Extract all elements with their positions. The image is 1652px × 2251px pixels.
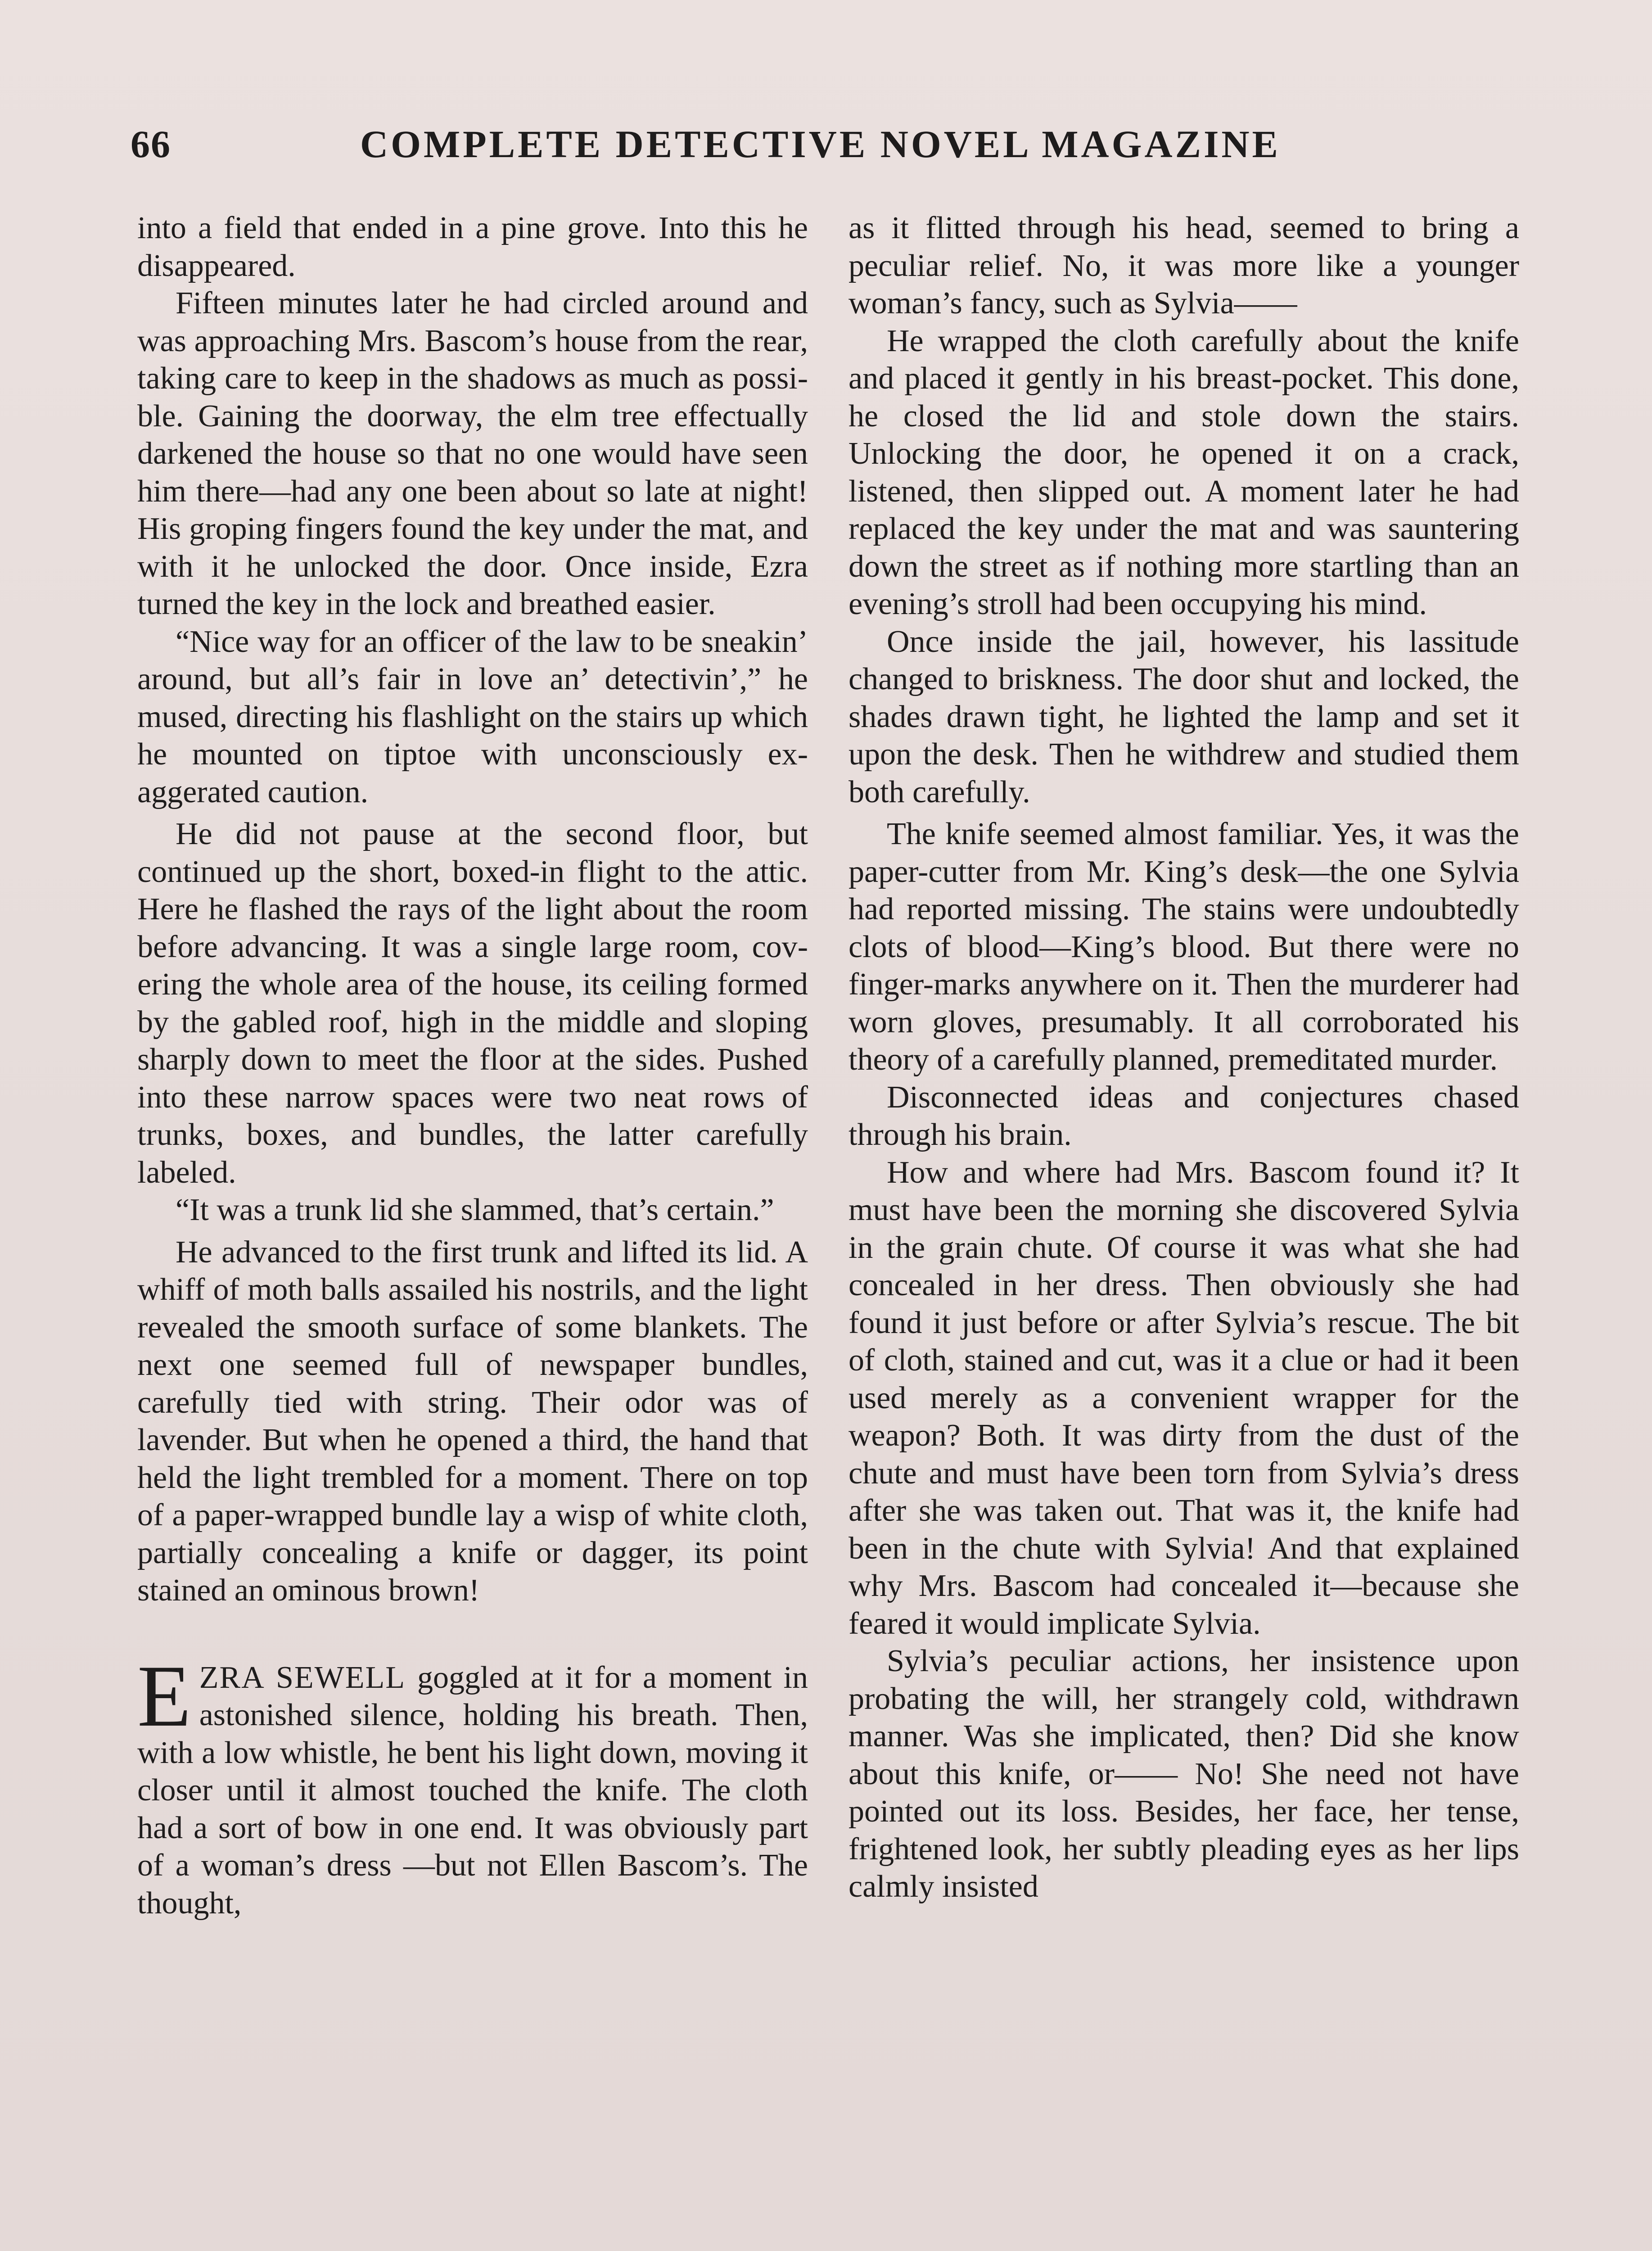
right-column [849, 209, 1519, 1906]
paragraph: Fifteen minutes later he had circled around and was approaching Mrs. Bascom’s house from the rear, taking care to keep in the shadows as much as possible. Gaining the doorway, the elm tree effectually darkened the house so that no one would have seen him there—had any one been about so late at night! His groping fingers found the key under the mat, and with it he unlocked the door. Once inside, Ezra turned the key in the lock and breathed easier. [137, 286, 808, 621]
section-opening-paragraph [137, 1647, 808, 1922]
paragraph: The knife seemed almost familiar. Yes, it was the paper-cutter from Mr. King’s desk—the one Sylvia had reported missing. The stains were undoubtedly clots of blood—King’s blood. But there were no finger-marks anywhere on it. Then the murderer had worn gloves, presumably. It all corroborated his theory of a carefully planned, premeditated murder. [849, 817, 1519, 1077]
paragraph: as it flitted through his head, seemed to bring a peculiar relief. No, it was more like a younger woman’s fancy, such as Sylvia—— [849, 211, 1519, 321]
paragraph: He advanced to the first trunk and lifted its lid. A whiff of moth balls assailed his nostrils, and the light revealed the smooth surface of some blankets. The next one seemed full of newspaper bundles, carefully tied with string. Their odor was of lavender. But when he opened a third, the hand that held the light trembled for a moment. There on top of a paper-wrapped bundle lay a wisp of white cloth, partially concealing a knife or dagger, its point stained an ominous brown! [137, 1234, 808, 1608]
page-header [131, 122, 1301, 176]
paragraph: “Nice way for an officer of the law to be sneakin’ around, but all’s fair in love an’ detectivin’,” he mused, directing his flashlight on the stairs up which he mounted on tiptoe with unconsciously exaggerated caution. [137, 624, 808, 809]
paragraph: He wrapped the cloth carefully about the knife and placed it gently in his breast-pocket. This done, he closed the lid and stole down the stairs. Unlocking the door, he opened it on a crack, listened, then slipped out. A moment later he had replaced the key under the mat and was sauntering down the street as if nothing more startling than an evening’s stroll had been occupying his mind. [849, 323, 1519, 621]
paragraph: into a field that ended in a pine grove. Into this he disappeared. [137, 211, 808, 283]
paragraph: He did not pause at the second floor, but continued up the short, boxed-in flight to the attic. Here he flashed the rays of the light about the room before advancing. It was a single large room, covering the whole area of the house, its ceiling formed by the gabled roof, high in the middle and sloping sharply down to meet the floor at the sides. Pushed into these narrow spaces were two neat rows of trunks, boxes, and bundles, the latter carefully labeled. [137, 817, 808, 1190]
left-column [137, 209, 808, 1922]
page-number: 66 [131, 122, 171, 166]
lead-in-text: ZRA SEWELL [199, 1660, 406, 1695]
paragraph: Disconnected ideas and conjectures chased through his brain. [849, 1080, 1519, 1152]
paragraph: Once inside the jail, however, his lassitude changed to briskness. The door shut and locked, the shades drawn tight, he lighted the lamp and set it upon the desk. Then he withdrew and studied them both carefully. [849, 624, 1519, 809]
paragraph: “It was a trunk lid she slammed, that’s certain.” [176, 1193, 774, 1227]
paragraph: How and where had Mrs. Bascom found it? It must have been the morning she discovered Sylvia in the grain chute. Of course it was what she had concealed in her dress. Then obviously she had found it just before or after Sylvia’s rescue. The bit of cloth, stained and cut, was it a clue or had it been used merely as a convenient wrapper for the weapon? Both. It was dirty from the dust of the chute and must have been torn from Sylvia’s dress after she was taken out. That was it, the knife had been in the chute with Sylvia! And that explained why Mrs. Bascom had concealed it—because she feared it would implicate Sylvia. [849, 1155, 1519, 1641]
magazine-title: COMPLETE DETECTIVE NOVEL MAGAZINE [360, 122, 1281, 166]
paragraph: Sylvia’s peculiar actions, her insistence upon probating the will, her strangely cold, withdrawn manner. Was she implicated, then? Did she know about this knife, or—— No! She need not have pointed out its loss. Besides, her face, her tense, frightened look, her subtly pleading eyes as her lips calmly insisted [849, 1644, 1519, 1904]
paragraph-text: goggled at it for a moment in astonished silence, holding his breath. Then, with a low whistle, he bent his light down, moving it closer until it almost touched the knife. The cloth had a sort of bow in one end. It was obviously part of a woman’s dress —but not Ellen Bascom’s. The thought, [137, 1660, 808, 1921]
drop-cap: E [137, 1647, 191, 1745]
